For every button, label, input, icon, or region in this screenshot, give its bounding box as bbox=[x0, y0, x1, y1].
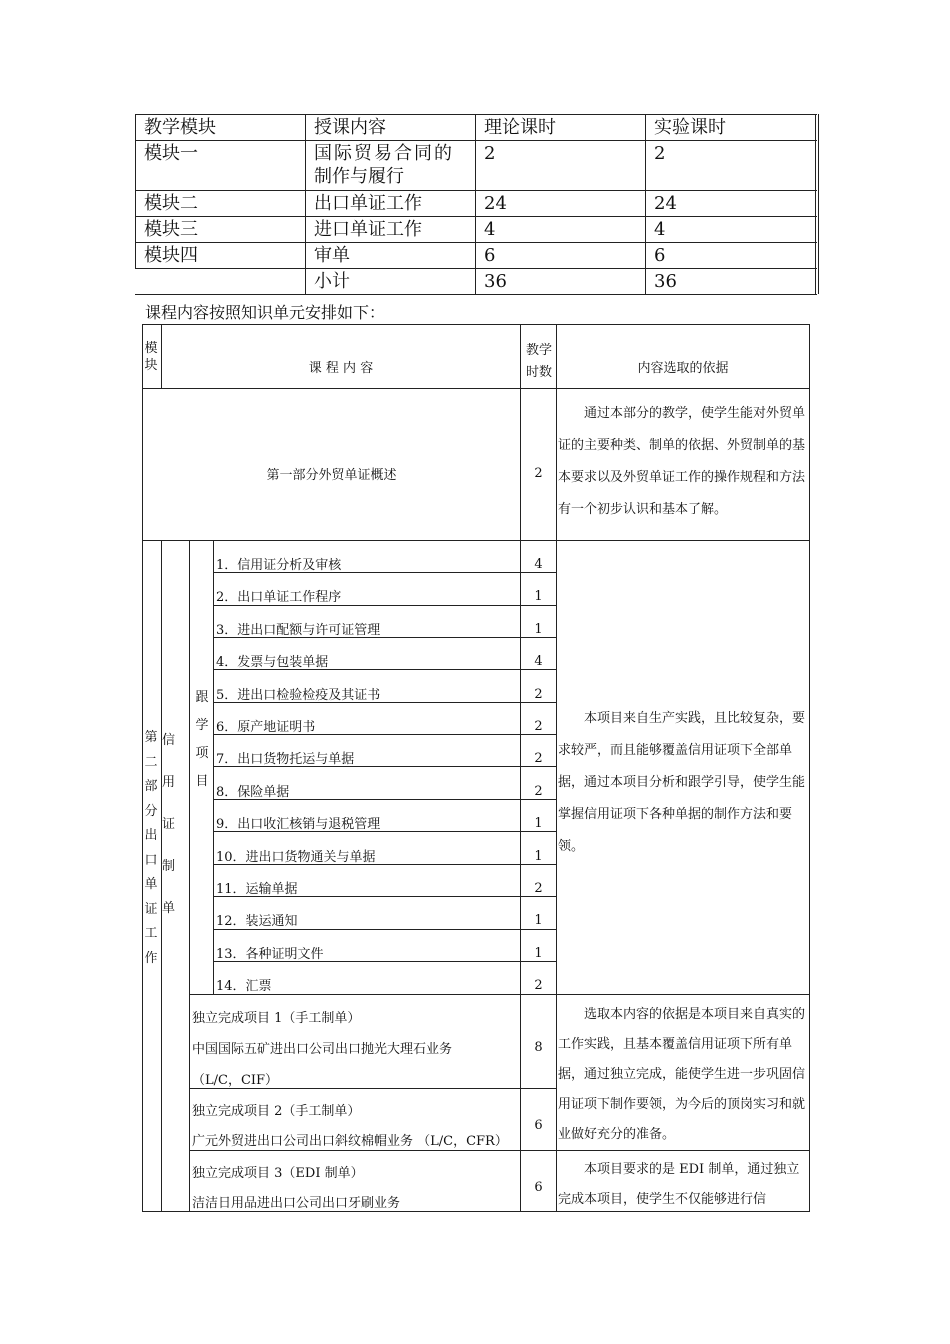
top-row4-lab: 6 bbox=[654, 245, 666, 266]
top-header-lab: 实验课时 bbox=[654, 117, 726, 138]
item-name: 10．进出口货物通关与单据 bbox=[216, 849, 376, 865]
item-name: 13．各种证明文件 bbox=[216, 946, 324, 962]
part1-hours: 2 bbox=[534, 466, 543, 481]
item-hours: 2 bbox=[534, 751, 543, 767]
part2-label: 第二部分出口单证工作 bbox=[144, 730, 158, 966]
item-hours: 1 bbox=[534, 945, 543, 961]
header-hours: 教学时数 bbox=[525, 343, 552, 380]
item-name: 8．保险单据 bbox=[216, 784, 290, 800]
header-basis: 内容选取的依据 bbox=[637, 361, 729, 376]
top-row2-module: 模块二 bbox=[144, 193, 198, 214]
item-name: 6．原产地证明书 bbox=[216, 720, 316, 735]
item-hours: 1 bbox=[534, 848, 543, 864]
top-row4-module: 模块四 bbox=[144, 245, 198, 266]
top-row2-content: 出口单证工作 bbox=[314, 193, 422, 214]
top-row4-content: 审单 bbox=[314, 245, 350, 266]
item-hours: 4 bbox=[534, 557, 543, 572]
item-hours: 1 bbox=[534, 621, 543, 637]
top-header-content: 授课内容 bbox=[314, 117, 386, 138]
top-row1-lab: 2 bbox=[654, 143, 666, 164]
top-row1-theory: 2 bbox=[484, 143, 496, 164]
top-row2-theory: 24 bbox=[484, 193, 507, 214]
top-row5-lab: 36 bbox=[654, 271, 677, 292]
top-row5-theory: 36 bbox=[484, 271, 507, 292]
item-name: 9．出口收汇核销与退税管理 bbox=[216, 817, 381, 833]
item-name: 7．出口货物托运与单据 bbox=[216, 752, 355, 768]
item-hours: 1 bbox=[534, 816, 543, 832]
intro-text: 课程内容按照知识单元安排如下： bbox=[145, 303, 386, 322]
independent1-line1: 独立完成项目 1（手工制单） bbox=[192, 1011, 361, 1026]
item-name: 14．汇票 bbox=[216, 979, 272, 995]
item-hours: 1 bbox=[534, 589, 543, 605]
part1-basis: 通过本部分的教学，使学生能对外贸单证的主要种类、制单的依据、外贸制单的基本要求以及外贸单证工作的操作规程和方法有一个初步认识和基本了解。 bbox=[558, 406, 806, 517]
header-content: 课 程 内 容 bbox=[308, 361, 374, 376]
item-hours: 2 bbox=[534, 978, 543, 994]
independent3-line2: 洁洁日用品进出口公司出口牙刷业务 bbox=[192, 1196, 401, 1211]
top-row1-module: 模块一 bbox=[144, 143, 198, 164]
top-row3-lab: 4 bbox=[654, 219, 666, 240]
top-row5-content: 小计 bbox=[314, 271, 350, 292]
independent3-line1: 独立完成项目 3（EDI 制单） bbox=[192, 1166, 364, 1181]
item-hours: 2 bbox=[534, 686, 543, 702]
top-header-module: 教学模块 bbox=[144, 117, 216, 138]
item-hours: 4 bbox=[534, 654, 543, 670]
item-name: 11．运输单据 bbox=[216, 882, 298, 897]
item-name: 2．出口单证工作程序 bbox=[216, 590, 342, 606]
independent1-line2: 中国国际五矿进出口公司出口抛光大理石业务 bbox=[192, 1042, 453, 1057]
item-name: 4．发票与包装单据 bbox=[216, 655, 329, 671]
independent2-line2: 广元外贸进出口公司出口斜纹棉帽业务 （L/C，CFR） bbox=[192, 1134, 508, 1149]
independent1-line3: （L/C，CIF） bbox=[192, 1073, 279, 1088]
independent2-line1: 独立完成项目 2（手工制单） bbox=[192, 1104, 361, 1119]
item-name: 12．装运通知 bbox=[216, 914, 298, 930]
independent1-hours: 8 bbox=[534, 1040, 543, 1055]
item-hours: 2 bbox=[534, 783, 543, 799]
item-name: 3．进出口配额与许可证管理 bbox=[216, 622, 381, 638]
top-row3-content: 进口单证工作 bbox=[314, 219, 422, 240]
top-row4-theory: 6 bbox=[484, 245, 496, 266]
part1-title: 第一部分外贸单证概述 bbox=[266, 468, 397, 483]
top-row3-theory: 4 bbox=[484, 219, 496, 240]
top-row2-lab: 24 bbox=[654, 193, 677, 214]
top-row3-module: 模块三 bbox=[144, 219, 198, 240]
top-row1-content-line2: 制作与履行 bbox=[314, 166, 404, 187]
item-hours: 1 bbox=[534, 913, 543, 929]
item-hours: 2 bbox=[534, 719, 543, 734]
item-hours: 2 bbox=[534, 881, 543, 896]
part2-sub-label: 信用证制单 bbox=[162, 733, 176, 916]
item-name: 5．进出口检验检疫及其证书 bbox=[216, 687, 381, 703]
header-module: 模块 bbox=[144, 341, 158, 373]
independent-basis: 选取本内容的依据是本项目来自真实的工作实践，且基本覆盖信用证项下所有单据，通过独立完成，能使学生进一步巩固信用证项下制作要领，为今后的顶岗实习和就业做好充分的准备。 bbox=[558, 1007, 806, 1142]
edi-basis: 本项目要求的是 EDI 制单，通过独立完成本项目，使学生不仅能够进行信 bbox=[558, 1162, 800, 1207]
follow-basis: 本项目来自生产实践，且比较复杂，要求较严，而且能够覆盖信用证项下全部单据，通过本项目分析和跟学引导，使学生能掌握信用证项下各种单据的制作方法和要领。 bbox=[558, 711, 806, 854]
independent3-hours: 6 bbox=[534, 1180, 543, 1195]
top-row1-content-line1: 国际贸易合同的 bbox=[314, 143, 454, 164]
item-name: 1．信用证分析及审核 bbox=[216, 558, 342, 573]
top-header-theory: 理论课时 bbox=[484, 117, 556, 138]
independent2-hours: 6 bbox=[534, 1118, 543, 1133]
follow-label: 跟学项目 bbox=[195, 690, 209, 789]
